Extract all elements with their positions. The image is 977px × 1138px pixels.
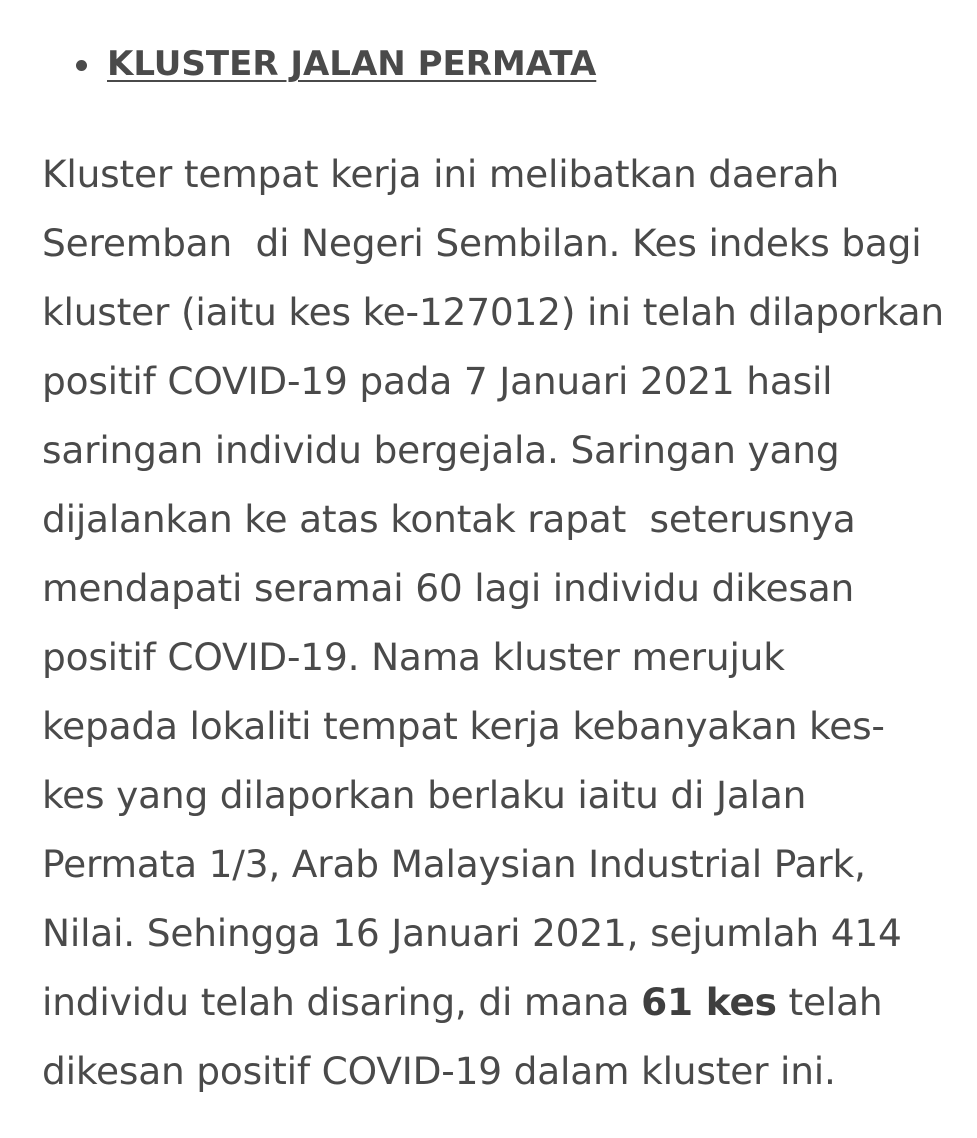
cluster-title-link[interactable]: KLUSTER JALAN PERMATA xyxy=(107,44,597,84)
paragraph-line-3: kluster (iaitu kes ke-127012) ini telah dilaporkan xyxy=(42,290,944,334)
paragraph-line-10: kes yang dilaporkan berlaku iaitu di Jalan xyxy=(42,773,807,817)
paragraph-line-11: Permata 1/3, Arab Malaysian Industrial Park, xyxy=(42,842,866,886)
bullet-icon xyxy=(76,60,87,71)
paragraph-line-1: Kluster tempat kerja ini melibatkan daerah xyxy=(42,152,840,196)
paragraph-line-2: Seremban di Negeri Sembilan. Kes indeks bagi xyxy=(42,221,922,265)
paragraph-line-13 xyxy=(42,968,972,1037)
paragraph-line-14: dikesan positif COVID-19 dalam kluster ini. xyxy=(42,1049,836,1093)
paragraph-line-13-end: telah xyxy=(776,980,883,1024)
paragraph-line-6: dijalankan ke atas kontak rapat seterusnya xyxy=(42,497,856,541)
case-count-highlight: 61 kes xyxy=(641,980,777,1024)
paragraph-line-8: positif COVID-19. Nama kluster merujuk xyxy=(42,635,785,679)
paragraph-line-9: kepada lokaliti tempat kerja kebanyakan kes- xyxy=(42,704,885,748)
paragraph-line-4: positif COVID-19 pada 7 Januari 2021 hasil xyxy=(42,359,833,403)
heading-list-item xyxy=(0,36,596,92)
paragraph-line-7: mendapati seramai 60 lagi individu dikesan xyxy=(42,566,855,610)
cluster-description xyxy=(42,140,972,1106)
paragraph-line-5: saringan individu bergejala. Saringan yang xyxy=(42,428,840,472)
paragraph-line-13-start: individu telah disaring, di mana xyxy=(42,980,642,1024)
heading-list xyxy=(0,36,596,92)
paragraph-line-12: Nilai. Sehingga 16 Januari 2021, sejumlah 414 xyxy=(42,911,902,955)
